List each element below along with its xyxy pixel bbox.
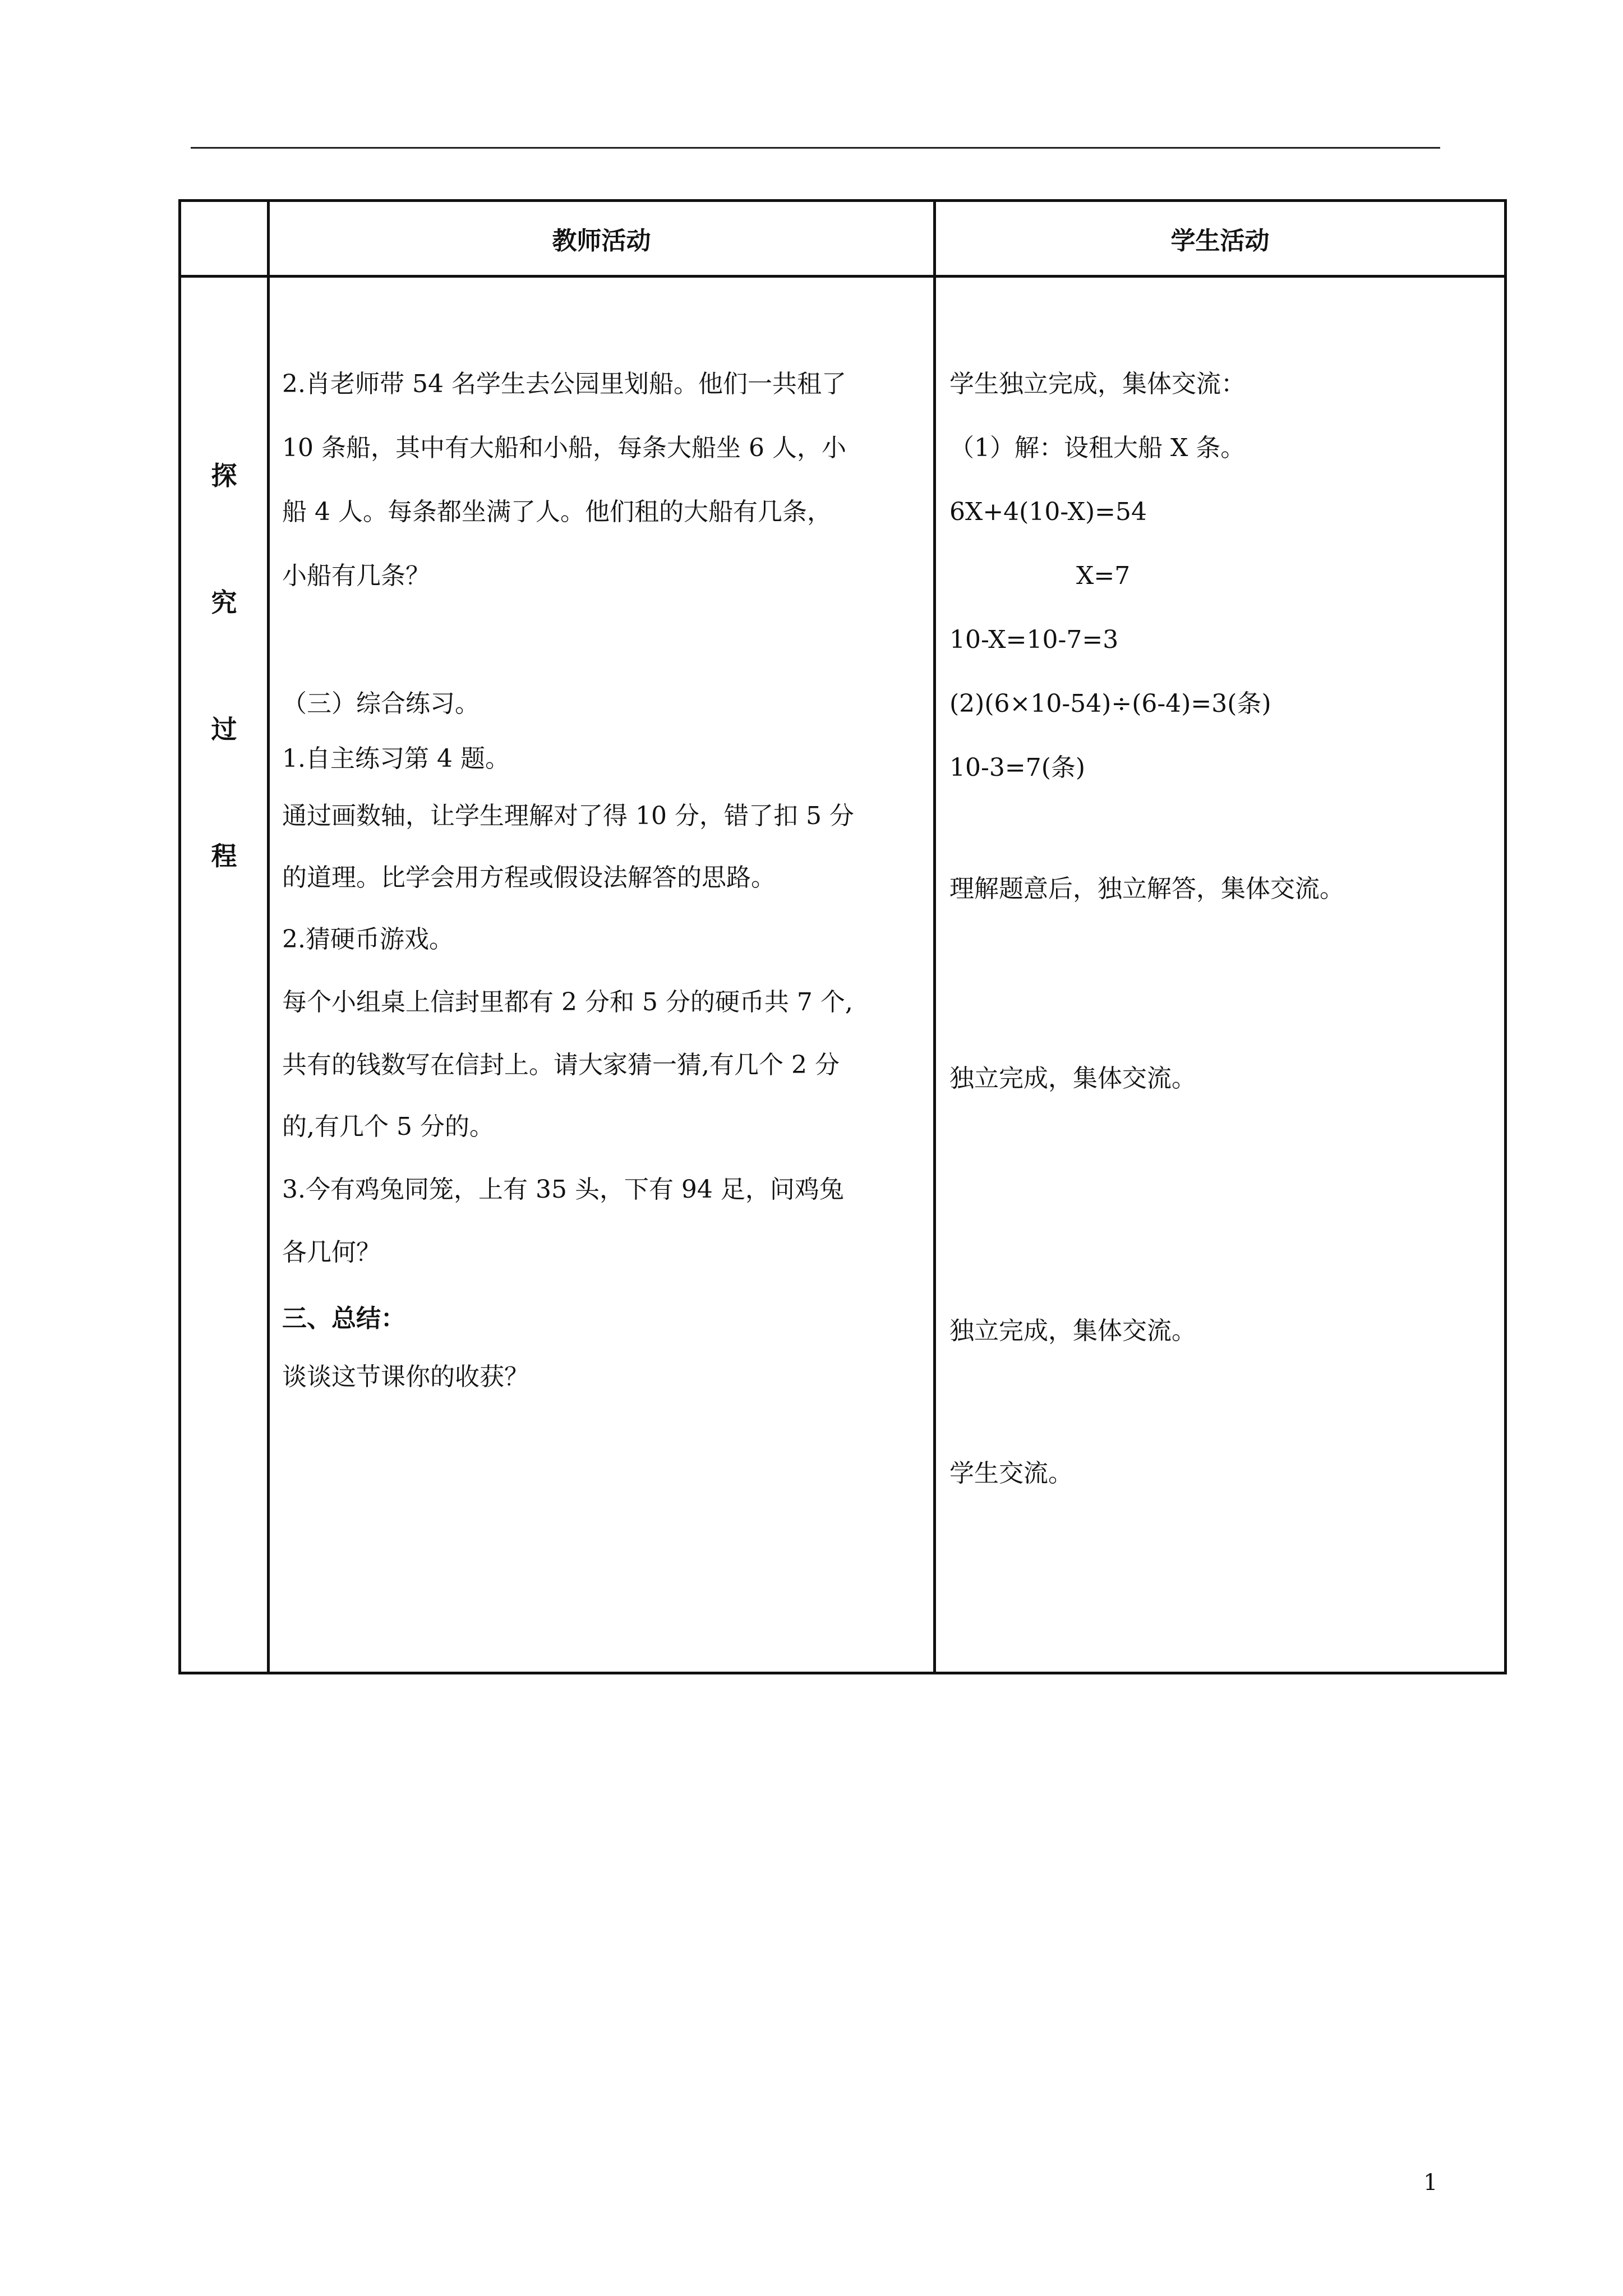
- teacher-line: 2.肖老师带 54 名学生去公园里划船。他们一共租了: [282, 370, 846, 398]
- stage-label-char: 过: [211, 714, 237, 744]
- teacher-line: 每个小组桌上信封里都有 2 分和 5 分的硬币共 7 个,: [282, 988, 853, 1016]
- teacher-activity-cell: [269, 277, 935, 1673]
- student-line: 理解题意后，独立解答，集体交流。: [949, 875, 1344, 903]
- student-line: 独立完成，集体交流。: [949, 1317, 1196, 1345]
- teacher-line: 各几何？: [282, 1238, 381, 1267]
- student-line: 学生交流。: [949, 1459, 1073, 1488]
- header-blank-cell: [180, 201, 269, 277]
- teacher-line: 2.猜硬币游戏。: [282, 925, 454, 954]
- equation-line: 10-3=7(条): [949, 753, 1086, 782]
- equation-line: 6X+4(10-X)=54: [949, 498, 1147, 526]
- stage-label-char: 程: [211, 841, 237, 871]
- stage-label-char: 探: [211, 461, 237, 491]
- teacher-line: 3.今有鸡兔同笼，上有 35 头，下有 94 足，问鸡兔: [282, 1175, 844, 1204]
- teacher-line: （三）综合练习。: [282, 689, 479, 718]
- student-line: 学生独立完成，集体交流：: [949, 370, 1246, 398]
- teacher-line: 10 条船，其中有大船和小船，每条大船坐 6 人，小: [282, 434, 846, 462]
- equation-line: 10-X=10-7=3: [949, 625, 1119, 654]
- lesson-plan-table: [178, 199, 1507, 1674]
- table-row: [180, 277, 1506, 1673]
- teacher-line: 1.自主练习第 4 题。: [282, 744, 510, 773]
- header-rule: [191, 147, 1440, 149]
- teacher-line: 共有的钱数写在信封上。请大家猜一猜,有几个 2 分: [282, 1051, 840, 1079]
- teacher-line: 船 4 人。每条都坐满了人。他们租的大船有几条，: [282, 498, 832, 526]
- table-header-row: [180, 201, 1506, 277]
- page-number: 1: [1423, 2170, 1438, 2196]
- teacher-line: 小船有几条？: [282, 562, 430, 590]
- teacher-line: 的道理。比学会用方程或假设法解答的思路。: [282, 863, 776, 892]
- header-teacher-activity: 教师活动: [269, 201, 935, 277]
- student-line: 独立完成，集体交流。: [949, 1064, 1196, 1093]
- student-activity-cell: [935, 277, 1506, 1673]
- equation-line: X=7: [1076, 562, 1131, 590]
- teacher-line: 的,有几个 5 分的。: [282, 1112, 494, 1141]
- student-line: （1）解：设租大船 X 条。: [949, 434, 1246, 462]
- equation-line: (2)(6×10-54)÷(6-4)=3(条): [949, 689, 1271, 718]
- teacher-line: 谈谈这节课你的收获？: [282, 1363, 529, 1391]
- header-student-activity: 学生活动: [935, 201, 1506, 277]
- summary-heading: 三、总结：: [282, 1304, 405, 1333]
- stage-label-char: 究: [211, 587, 237, 618]
- teacher-line: 通过画数轴，让学生理解对了得 10 分，错了扣 5 分: [282, 802, 854, 830]
- stage-label-cell: [180, 277, 269, 1673]
